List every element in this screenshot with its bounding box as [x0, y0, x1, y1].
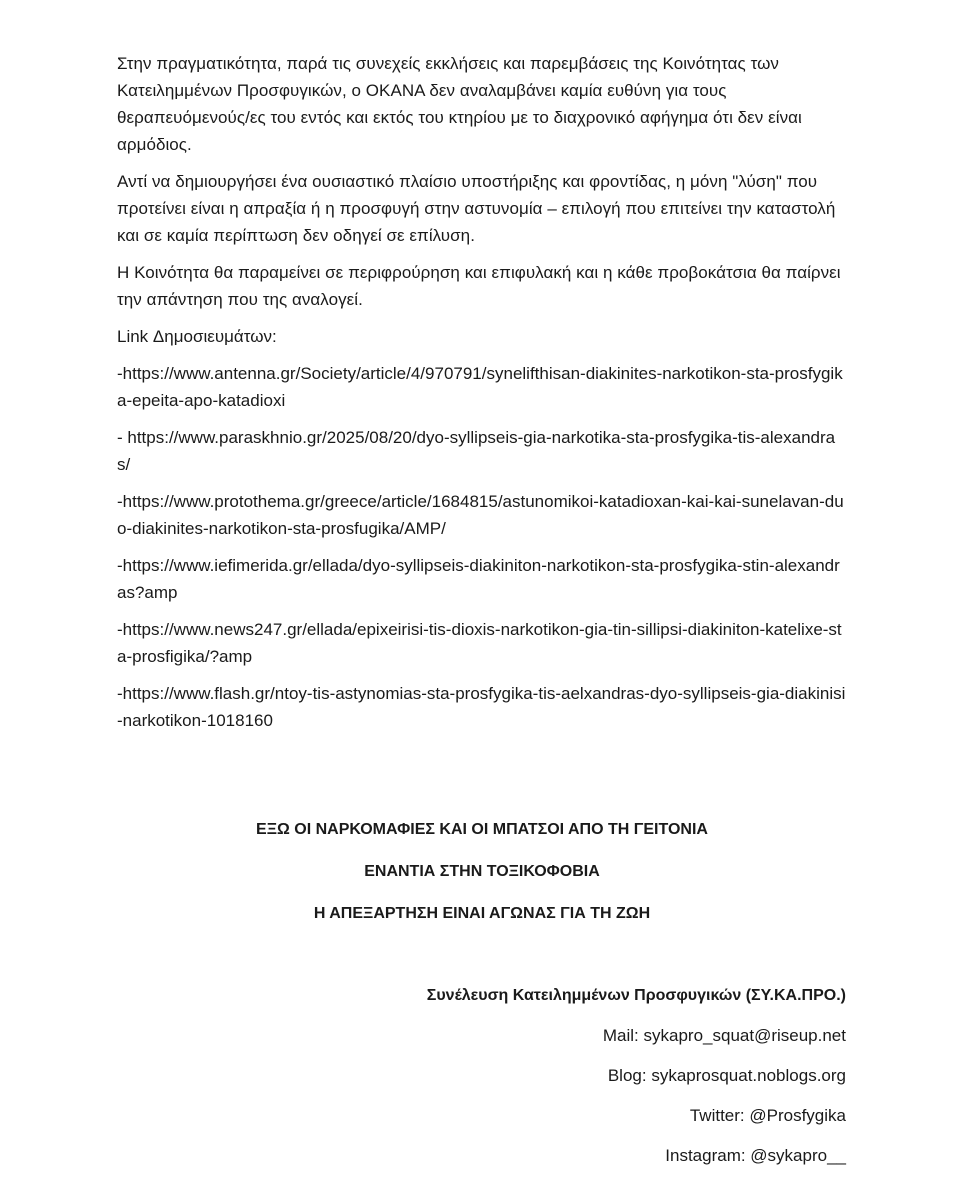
- article-link[interactable]: - https://www.paraskhnio.gr/2025/08/20/dyo-syllipseis-gia-narkotika-sta-prosfygika-tis-alexandras/: [117, 428, 836, 474]
- contact-mail[interactable]: Mail: sykapro_squat@riseup.net: [602, 1026, 846, 1045]
- contact-twitter[interactable]: Twitter: @Prosfygika: [689, 1106, 846, 1125]
- contact-instagram[interactable]: Instagram: @sykapro__: [665, 1146, 846, 1165]
- article-link[interactable]: -https://www.iefimerida.gr/ellada/dyo-syllipseis-diakiniton-narkotikon-sta-prosfygika-stin-alexandras?amp: [117, 556, 840, 602]
- body-paragraph: Η Κοινότητα θα παραμείνει σε περιφρούρηση και επιφυλακή και η κάθε προβοκάτσια θα παίρνει την απάντηση που της αναλογεί.: [117, 263, 841, 309]
- slogan-line: ΕΝΑΝΤΙΑ ΣΤΗΝ ΤΟΞΙΚΟΦΟΒΙΑ: [364, 863, 600, 880]
- article-link[interactable]: -https://www.flash.gr/ntoy-tis-astynomias-sta-prosfygika-tis-aelxandras-dyo-syllipseis-gia-diakinisi-narkotikon-1018160: [117, 684, 846, 730]
- links-heading: Link Δημοσιευμάτων:: [117, 327, 277, 346]
- slogan-line: Η ΑΠΕΞΑΡΤΗΣΗ ΕΙΝΑΙ ΑΓΩΝΑΣ ΓΙΑ ΤΗ ΖΩΗ: [313, 905, 651, 922]
- body-paragraph: Στην πραγματικότητα, παρά τις συνεχείς εκκλήσεις και παρεμβάσεις της Κοινότητας των Κατειλημμένων Προσφυγικών, ο ΟΚΑΝΑ δεν αναλαμβάνει καμία ευθύνη για τους θεραπευόμενούς/ες του εντός και εκτός του κτηρίου με το διαχρονικό αφήγημα ότι δεν είναι αρμόδιος.: [117, 54, 802, 154]
- document-body: [117, 50, 847, 744]
- article-link[interactable]: -https://www.news247.gr/ellada/epixeirisi-tis-dioxis-narkotikon-gia-tin-sillipsi-diakiniton-katelixe-sta-prosfigika/?amp: [117, 620, 842, 666]
- article-link[interactable]: -https://www.antenna.gr/Society/article/4/970791/synelifthisan-diakinites-narkotikon-sta-prosfygika-epeita-apo-katadioxi: [117, 364, 843, 410]
- slogans-block: [117, 820, 847, 946]
- assembly-name: Συνέλευση Κατειλημμένων Προσφυγικών (ΣΥ.ΚΑ.ΠΡΟ.): [426, 987, 846, 1004]
- article-link[interactable]: -https://www.protothema.gr/greece/article/1684815/astunomikoi-katadioxan-kai-kai-sunelavan-duo-diakinites-narkotikon-sta-prosfugika/AMP/: [117, 492, 844, 538]
- slogan-line: ΕΞΩ ΟΙ ΝΑΡΚΟΜΑΦΙΕΣ ΚΑΙ ΟΙ ΜΠΑΤΣΟΙ ΑΠΟ ΤΗ ΓΕΙΤΟΝΙΑ: [256, 821, 708, 838]
- contact-blog[interactable]: Blog: sykaprosquat.noblogs.org: [607, 1066, 846, 1085]
- body-paragraph: Αντί να δημιουργήσει ένα ουσιαστικό πλαίσιο υποστήριξης και φροντίδας, η μόνη "λύση" που προτείνει είναι η απραξία ή η προσφυγή στην αστυνομία – επιλογή που επιτείνει την καταστολή και σε καμία περίπτωση δεν οδηγεί σε επίλυση.: [117, 172, 836, 245]
- signature-block: [427, 985, 846, 1185]
